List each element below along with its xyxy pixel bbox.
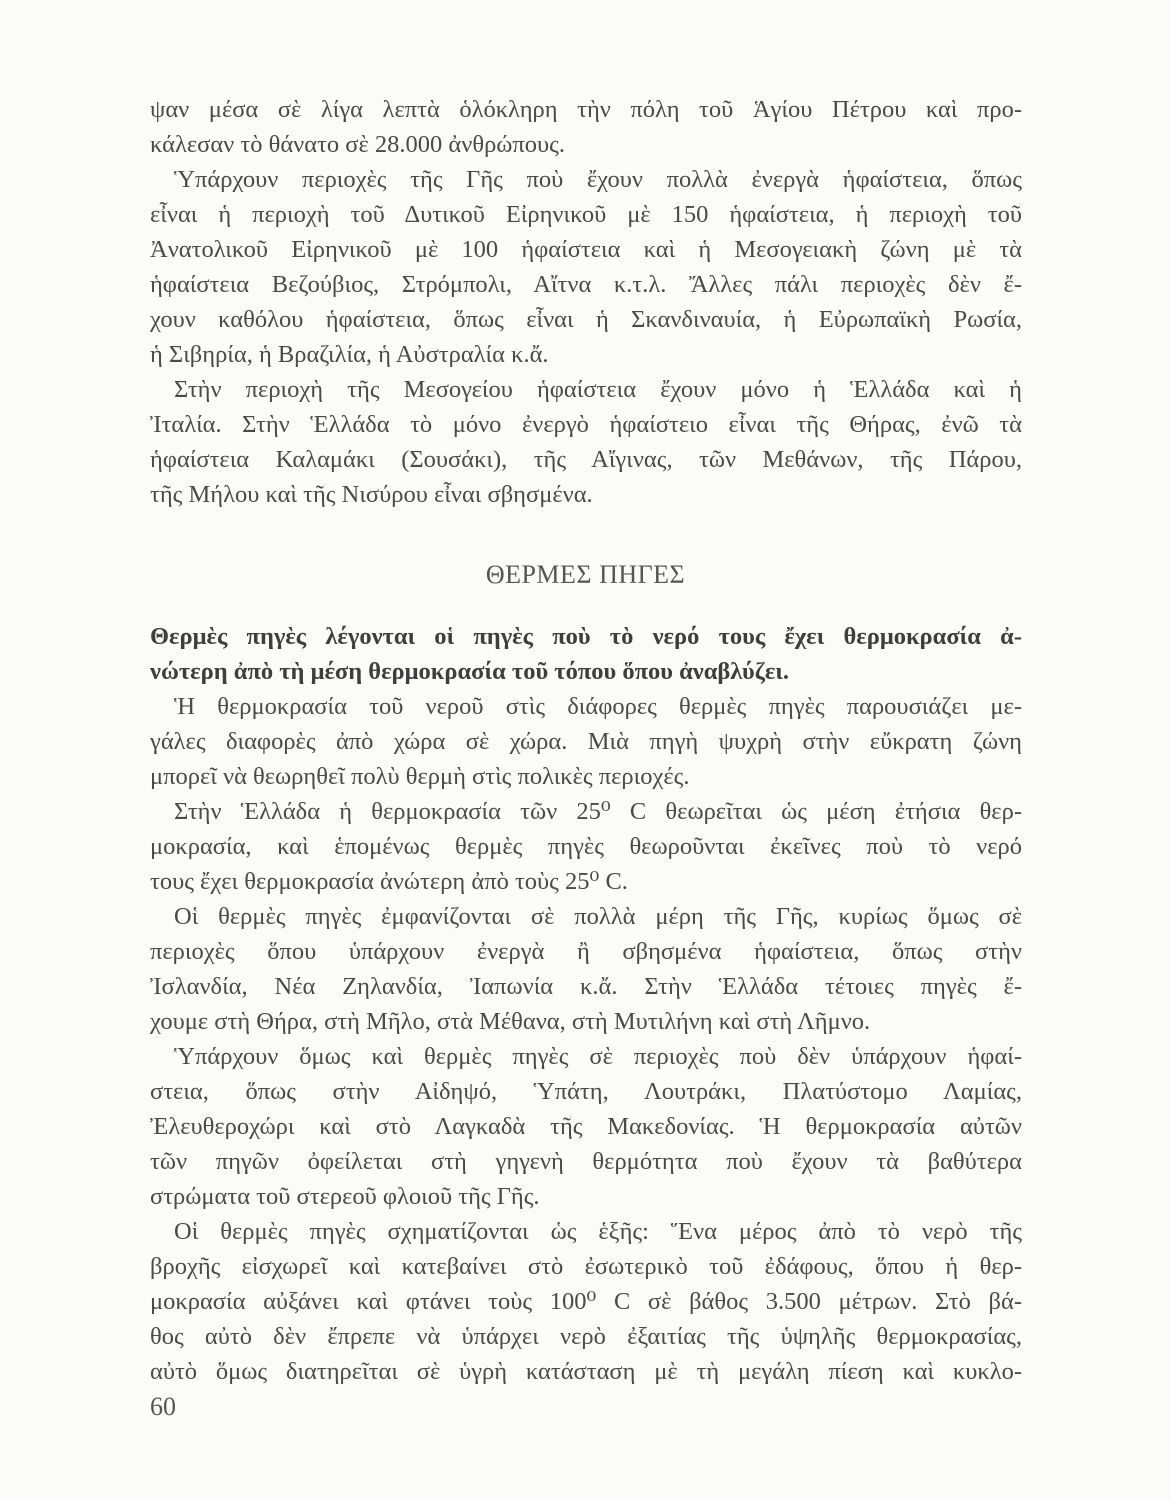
paragraph [150, 899, 1022, 1039]
paragraph [150, 619, 1022, 689]
text-line: στεια, ὅπως στὴν Αἰδηψό, Ὑπάτη, Λουτράκι, Πλατύστομο Λαμίας, [150, 1078, 1022, 1105]
page-number: 60 [150, 1392, 176, 1421]
text-line: χουν καθόλου ἡφαίστεια, ὅπως εἶναι ἡ Σκανδιναυία, ἡ Εὐρωπαϊκὴ Ρωσία, [150, 306, 1022, 333]
text-line: μπορεῖ νὰ θεωρηθεῖ πολὺ θερμὴ στὶς πολικὲς περιοχές. [150, 763, 690, 790]
paragraph [150, 372, 1022, 512]
text-line: Ἀνατολικοῦ Εἰρηνικοῦ μὲ 100 ἡφαίστεια καὶ ἡ Μεσογειακὴ ζώνη μὲ τὰ [150, 236, 1022, 263]
paragraph [150, 1214, 1022, 1389]
text-line: Στὴν περιοχὴ τῆς Μεσογείου ἡφαίστεια ἔχουν μόνο ἡ Ἑλλάδα καὶ ἡ [174, 376, 1022, 403]
text-line: ἡφαίστεια Βεζούβιος, Στρόμπολι, Αἴτνα κ.τ.λ. Ἄλλες πάλι περιοχὲς δὲν ἔ- [150, 271, 1022, 298]
paragraph [150, 794, 1022, 899]
text-line: Στὴν Ἑλλάδα ἡ θερμοκρασία τῶν 25⁰ C θεωρεῖται ὡς μέση ἐτήσια θερ- [174, 798, 1022, 825]
text-line: γάλες διαφορὲς ἀπὸ χώρα σὲ χώρα. Μιὰ πηγὴ ψυχρὴ στὴν εὔκρατη ζώνη [150, 728, 1022, 755]
text-line: μοκρασία, καὶ ἑπομένως θερμὲς πηγὲς θεωροῦνται ἐκεῖνες ποὺ τὸ νερό [150, 833, 1022, 860]
text-line: εἶναι ἡ περιοχὴ τοῦ Δυτικοῦ Εἰρηνικοῦ μὲ 150 ἡφαίστεια, ἡ περιοχὴ τοῦ [150, 201, 1022, 228]
text-line: τους ἔχει θερμοκρασία ἀνώτερη ἀπὸ τοὺς 25⁰ C. [150, 868, 628, 895]
text-line: τῆς Μήλου καὶ τῆς Νισύρου εἶναι σβησμένα. [150, 481, 593, 508]
text-line: Ἰσλανδία, Νέα Ζηλανδία, Ἰαπωνία κ.ἄ. Στὴν Ἑλλάδα τέτοιες πηγὲς ἔ- [150, 973, 1022, 1000]
text-line: βροχῆς εἰσχωρεῖ καὶ κατεβαίνει στὸ ἐσωτερικὸ τοῦ ἐδάφους, ὅπου ἡ θερ- [150, 1253, 1022, 1280]
text-line: Ἐλευθεροχώρι καὶ στὸ Λαγκαδὰ τῆς Μακεδονίας. Ἡ θερμοκρασία αὐτῶν [150, 1113, 1022, 1140]
paragraph [150, 92, 1022, 162]
text-line: περιοχὲς ὅπου ὑπάρχουν ἐνεργὰ ἢ σβησμένα ἡφαίστεια, ὅπως στὴν [150, 938, 1022, 965]
text-line: Ἡ θερμοκρασία τοῦ νεροῦ στὶς διάφορες θερμὲς πηγὲς παρουσιάζει με- [174, 693, 1022, 720]
paragraph [150, 1039, 1022, 1214]
text-section-volcanoes [150, 92, 1022, 512]
text-line: χουμε στὴ Θήρα, στὴ Μῆλο, στὰ Μέθανα, στὴ Μυτιλήνη καὶ στὴ Λῆμνο. [150, 1008, 871, 1035]
text-line: αὐτὸ ὅμως διατηρεῖται σὲ ὑγρὴ κατάσταση μὲ τὴ μεγάλη πίεση καὶ κυκλο- [150, 1358, 1022, 1385]
text-line: Θερμὲς πηγὲς λέγονται οἱ πηγὲς ποὺ τὸ νερό τους ἔχει θερμοκρασία ἀ- [150, 623, 1022, 650]
text-line: Ἰταλία. Στὴν Ἑλλάδα τὸ μόνο ἐνεργὸ ἡφαίστειο εἶναι τῆς Θήρας, ἐνῶ τὰ [150, 411, 1022, 438]
section-heading: ΘΕΡΜΕΣ ΠΗΓΕΣ [485, 560, 686, 589]
text-line: θος αὐτὸ δὲν ἔπρεπε νὰ ὑπάρχει νερὸ ἐξαιτίας τῆς ὑψηλῆς θερμοκρασίας, [150, 1323, 1022, 1350]
text-line: ἡ Σιβηρία, ἡ Βραζιλία, ἡ Αὐστραλία κ.ἄ. [150, 341, 549, 368]
text-line: στρώματα τοῦ στερεοῦ φλοιοῦ τῆς Γῆς. [150, 1183, 540, 1210]
paragraph [150, 162, 1022, 372]
text-line: ἡφαίστεια Καλαμάκι (Σουσάκι), τῆς Αἴγινας, τῶν Μεθάνων, τῆς Πάρου, [150, 446, 1022, 473]
paragraph [150, 689, 1022, 794]
text-section-hot-springs [150, 619, 1022, 1389]
text-line: Οἱ θερμὲς πηγὲς ἐμφανίζονται σὲ πολλὰ μέρη τῆς Γῆς, κυρίως ὅμως σὲ [174, 903, 1022, 930]
text-line: ψαν μέσα σὲ λίγα λεπτὰ ὁλόκληρη τὴν πόλη τοῦ Ἁγίου Πέτρου καὶ προ- [150, 96, 1022, 123]
text-line: Ὑπάρχουν ὅμως καὶ θερμὲς πηγὲς σὲ περιοχὲς ποὺ δὲν ὑπάρχουν ἡφαί- [174, 1043, 1022, 1070]
text-line: κάλεσαν τὸ θάνατο σὲ 28.000 ἀνθρώπους. [150, 131, 566, 158]
text-line: Οἱ θερμὲς πηγὲς σχηματίζονται ὡς ἑξῆς: Ἕνα μέρος ἀπὸ τὸ νερὸ τῆς [174, 1218, 1022, 1245]
text-line: Ὑπάρχουν περιοχὲς τῆς Γῆς ποὺ ἔχουν πολλὰ ἐνεργὰ ἡφαίστεια, ὅπως [174, 166, 1022, 193]
text-line: νώτερη ἀπὸ τὴ μέση θερμοκρασία τοῦ τόπου ὅπου ἀναβλύζει. [150, 658, 790, 685]
text-line: τῶν πηγῶν ὀφείλεται στὴ γηγενὴ θερμότητα ποὺ ἔχουν τὰ βαθύτερα [150, 1148, 1022, 1175]
text-line: μοκρασία αὐξάνει καὶ φτάνει τοὺς 100⁰ C σὲ βάθος 3.500 μέτρων. Στὸ βά- [150, 1288, 1022, 1315]
